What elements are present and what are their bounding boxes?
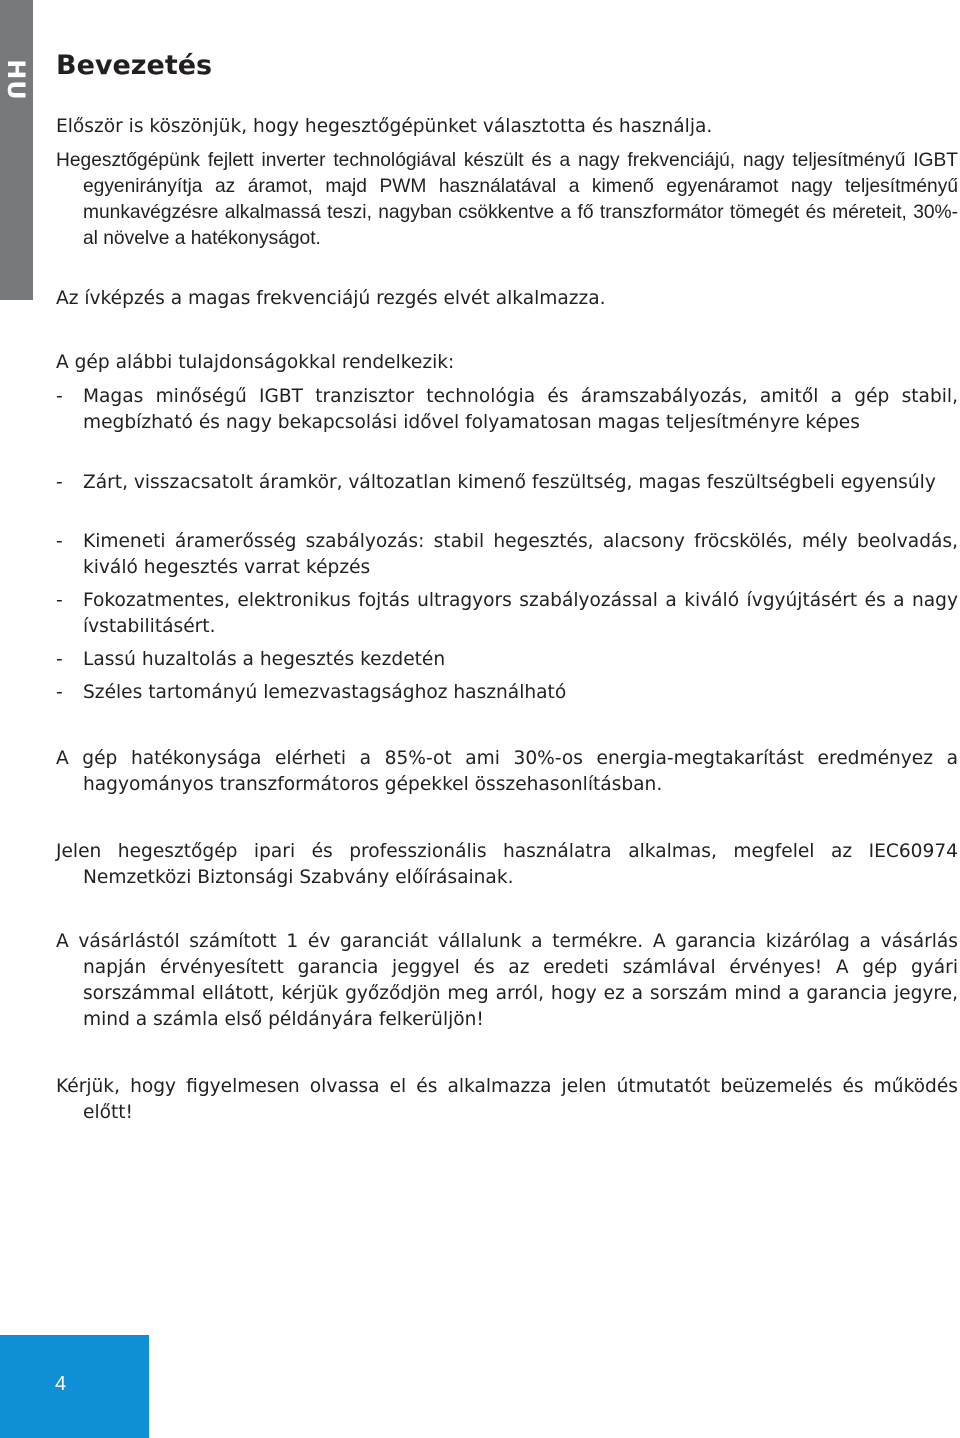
- list-bullet: -: [56, 472, 63, 493]
- list-bullet: -: [56, 649, 63, 670]
- language-side-tab: [0, 0, 33, 300]
- feature-list-item: [56, 529, 958, 581]
- page-number-box: [0, 1335, 149, 1438]
- page-number: 4: [55, 1373, 67, 1395]
- feature-text: Fokozatmentes, elektronikus fojtás ultragyors szabályozással a kiváló ívgyújtásért és a nagy ívstabilitásért.: [83, 590, 958, 637]
- closing-paragraph: Kérjük, hogy figyelmesen olvassa el és alkalmazza jelen útmutatót beüzemelés és működés előtt!: [56, 1076, 958, 1123]
- language-code-label: HU: [2, 59, 30, 101]
- efficiency-paragraph: A gép hatékonysága elérheti a 85%-ot ami 30%-os energia-megtakarítást eredményez a hagyományos transzformátoros gépekkel összehasonlításban.: [56, 748, 958, 795]
- intro-arc-paragraph: Az ívképzés a magas frekvenciájú rezgés elvét alkalmazza.: [56, 288, 606, 309]
- feature-list-item: [56, 647, 958, 673]
- feature-text: Magas minőségű IGBT tranzisztor technológia és áramszabályozás, amitől a gép stabil, megbízható és nagy bekapcsolási idővel folyamatosan magas teljesítményre képes: [83, 386, 958, 433]
- feature-list-item: [56, 680, 958, 706]
- feature-text: Széles tartományú lemezvastagsághoz használható: [83, 682, 567, 703]
- list-bullet: -: [56, 590, 63, 611]
- feature-list-item: [56, 588, 958, 640]
- list-bullet: -: [56, 682, 63, 703]
- feature-text: Lassú huzaltolás a hegesztés kezdetén: [83, 649, 446, 670]
- list-bullet: -: [56, 386, 63, 407]
- page-title: Bevezetés: [56, 50, 213, 81]
- standard-paragraph: Jelen hegesztőgép ipari és professzionális használatra alkalmas, megfelel az IEC60974 Nemzetközi Biztonsági Szabvány előírásainak.: [56, 841, 958, 888]
- warranty-paragraph: A vásárlástól számított 1 év garanciát vállalunk a termékre. A garancia kizárólag a vásárlás napján érvényesített garancia jeggyel és az eredeti számlával érvényes! A gép gyári sorszámmal ellátott, kérjük győződjön meg arról, hogy ez a sorszám mind a garancia jegyre, mind a számla első példányára felkerüljön!: [56, 931, 958, 1030]
- features-heading: A gép alábbi tulajdonságokkal rendelkezik:: [56, 352, 455, 373]
- intro-technology-paragraph: Hegesztőgépünk fejlett inverter technológiával készült és a nagy frekvenciájú, nagy teljesítményű IGBT egyenirányítja az áramot, majd PWM használatával a kimenő egyenáramot nagy teljesítményű munkavégzésre alkalmassá teszi, nagyban csökkentve a fő transzformátor tömegét és méreteit, 30%-al növelve a hatékonyságot.: [56, 150, 958, 249]
- feature-text: Kimeneti áramerősség szabályozás: stabil hegesztés, alacsony fröcskölés, mély beolvadás, kiváló hegesztés varrat képzés: [83, 531, 958, 578]
- intro-thanks-paragraph: Először is köszönjük, hogy hegesztőgépünket választotta és használja.: [56, 116, 713, 137]
- feature-list-item: [56, 470, 958, 496]
- feature-list-item: [56, 384, 958, 436]
- feature-text: Zárt, visszacsatolt áramkör, változatlan kimenő feszültség, magas feszültségbeli egyensúly: [83, 472, 936, 493]
- list-bullet: -: [56, 531, 63, 552]
